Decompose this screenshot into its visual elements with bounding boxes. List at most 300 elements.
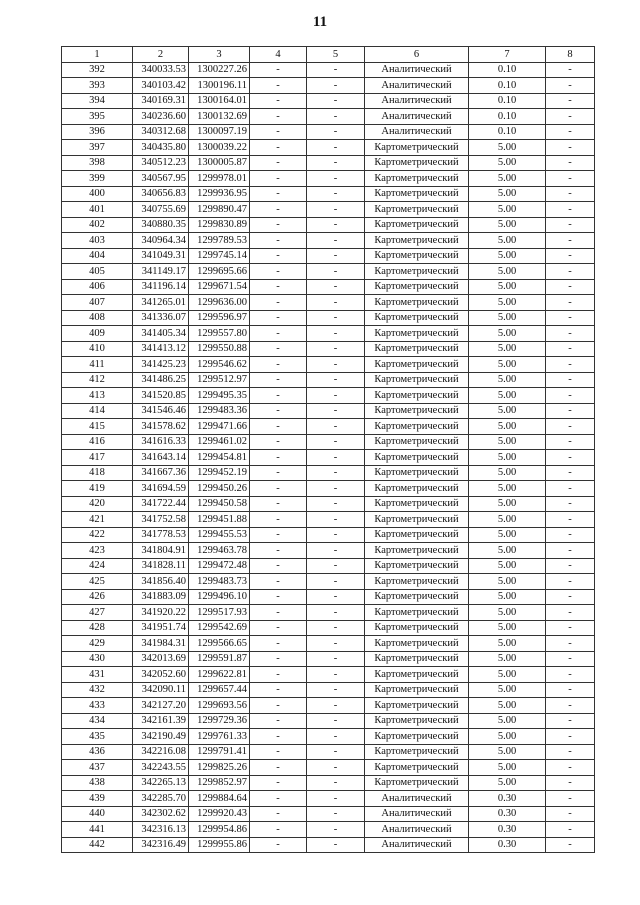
point-number-cell: 401 [62,202,133,218]
accuracy-cell: 5.00 [469,279,546,295]
col5-cell: - [307,744,365,760]
table-row [62,558,595,574]
point-number-cell: 413 [62,388,133,404]
method-cell: Картометрический [365,233,469,249]
x-coordinate-cell: 341149.17 [133,264,189,280]
point-number-cell: 410 [62,341,133,357]
col5-cell: - [307,403,365,419]
col5-cell: - [307,372,365,388]
col8-cell: - [546,512,595,528]
point-number-cell: 427 [62,605,133,621]
col5-cell: - [307,233,365,249]
col5-cell: - [307,78,365,94]
page-number: 11 [312,14,328,30]
col8-cell: - [546,574,595,590]
y-coordinate-cell: 1299955.86 [189,837,250,853]
method-cell: Картометрический [365,682,469,698]
table-row [62,124,595,140]
method-cell: Картометрический [365,465,469,481]
y-coordinate-cell: 1299496.10 [189,589,250,605]
col8-cell: - [546,217,595,233]
point-number-cell: 438 [62,775,133,791]
point-number-cell: 397 [62,140,133,156]
x-coordinate-cell: 342190.49 [133,729,189,745]
y-coordinate-cell: 1300097.19 [189,124,250,140]
accuracy-cell: 5.00 [469,171,546,187]
y-coordinate-cell: 1299463.78 [189,543,250,559]
col8-cell: - [546,233,595,249]
column-header: 6 [365,47,469,63]
col8-cell: - [546,78,595,94]
accuracy-cell: 5.00 [469,186,546,202]
col4-cell: - [250,124,307,140]
accuracy-cell: 5.00 [469,744,546,760]
accuracy-cell: 5.00 [469,667,546,683]
point-number-cell: 412 [62,372,133,388]
col5-cell: - [307,775,365,791]
x-coordinate-cell: 341920.22 [133,605,189,621]
col4-cell: - [250,186,307,202]
table-row [62,264,595,280]
x-coordinate-cell: 341984.31 [133,636,189,652]
x-coordinate-cell: 340169.31 [133,93,189,109]
method-cell: Картометрический [365,450,469,466]
x-coordinate-cell: 341049.31 [133,248,189,264]
method-cell: Картометрический [365,186,469,202]
accuracy-cell: 5.00 [469,713,546,729]
col8-cell: - [546,620,595,636]
x-coordinate-cell: 341778.53 [133,527,189,543]
col5-cell: - [307,264,365,280]
point-number-cell: 426 [62,589,133,605]
y-coordinate-cell: 1299890.47 [189,202,250,218]
col8-cell: - [546,109,595,125]
x-coordinate-cell: 340880.35 [133,217,189,233]
col8-cell: - [546,775,595,791]
x-coordinate-cell: 341694.59 [133,481,189,497]
table-row [62,605,595,621]
col5-cell: - [307,326,365,342]
y-coordinate-cell: 1299745.14 [189,248,250,264]
col5-cell: - [307,512,365,528]
method-cell: Картометрический [365,372,469,388]
point-number-cell: 440 [62,806,133,822]
y-coordinate-cell: 1299517.93 [189,605,250,621]
accuracy-cell: 5.00 [469,264,546,280]
method-cell: Картометрический [365,388,469,404]
point-number-cell: 423 [62,543,133,559]
table-row [62,744,595,760]
table-row [62,171,595,187]
col4-cell: - [250,264,307,280]
col8-cell: - [546,698,595,714]
x-coordinate-cell: 340103.42 [133,78,189,94]
method-cell: Аналитический [365,78,469,94]
accuracy-cell: 0.10 [469,78,546,94]
method-cell: Картометрический [365,403,469,419]
x-coordinate-cell: 340512.23 [133,155,189,171]
col8-cell: - [546,264,595,280]
table-row [62,729,595,745]
point-number-cell: 395 [62,109,133,125]
accuracy-cell: 5.00 [469,434,546,450]
col4-cell: - [250,403,307,419]
accuracy-cell: 5.00 [469,217,546,233]
col8-cell: - [546,171,595,187]
point-number-cell: 435 [62,729,133,745]
y-coordinate-cell: 1299636.00 [189,295,250,311]
table-row [62,217,595,233]
y-coordinate-cell: 1299483.73 [189,574,250,590]
table-row [62,636,595,652]
accuracy-cell: 5.00 [469,574,546,590]
table-row [62,713,595,729]
method-cell: Картометрический [365,202,469,218]
method-cell: Аналитический [365,62,469,78]
x-coordinate-cell: 342127.20 [133,698,189,714]
col8-cell: - [546,279,595,295]
point-number-cell: 419 [62,481,133,497]
point-number-cell: 400 [62,186,133,202]
table-row [62,760,595,776]
col8-cell: - [546,341,595,357]
col8-cell: - [546,589,595,605]
table-row [62,574,595,590]
table-row [62,481,595,497]
point-number-cell: 421 [62,512,133,528]
method-cell: Картометрический [365,171,469,187]
y-coordinate-cell: 1299454.81 [189,450,250,466]
col4-cell: - [250,388,307,404]
col5-cell: - [307,713,365,729]
col5-cell: - [307,806,365,822]
method-cell: Картометрический [365,419,469,435]
column-header: 4 [250,47,307,63]
col4-cell: - [250,729,307,745]
method-cell: Аналитический [365,822,469,838]
col8-cell: - [546,822,595,838]
col4-cell: - [250,589,307,605]
point-number-cell: 439 [62,791,133,807]
col4-cell: - [250,760,307,776]
column-header: 7 [469,47,546,63]
accuracy-cell: 0.30 [469,806,546,822]
point-number-cell: 396 [62,124,133,140]
col5-cell: - [307,558,365,574]
method-cell: Картометрический [365,543,469,559]
col5-cell: - [307,822,365,838]
col5-cell: - [307,574,365,590]
method-cell: Картометрический [365,326,469,342]
table-row [62,822,595,838]
col5-cell: - [307,791,365,807]
col4-cell: - [250,171,307,187]
point-number-cell: 437 [62,760,133,776]
col5-cell: - [307,140,365,156]
point-number-cell: 420 [62,496,133,512]
method-cell: Картометрический [365,558,469,574]
method-cell: Картометрический [365,698,469,714]
col8-cell: - [546,295,595,311]
y-coordinate-cell: 1300196.11 [189,78,250,94]
table-row [62,78,595,94]
y-coordinate-cell: 1299884.64 [189,791,250,807]
y-coordinate-cell: 1299693.56 [189,698,250,714]
col4-cell: - [250,651,307,667]
x-coordinate-cell: 342285.70 [133,791,189,807]
point-number-cell: 425 [62,574,133,590]
point-number-cell: 431 [62,667,133,683]
col8-cell: - [546,434,595,450]
column-header: 2 [133,47,189,63]
table-row [62,109,595,125]
col5-cell: - [307,109,365,125]
y-coordinate-cell: 1299461.02 [189,434,250,450]
y-coordinate-cell: 1299657.44 [189,682,250,698]
col4-cell: - [250,326,307,342]
col8-cell: - [546,186,595,202]
accuracy-cell: 5.00 [469,651,546,667]
col8-cell: - [546,837,595,853]
y-coordinate-cell: 1299622.81 [189,667,250,683]
accuracy-cell: 5.00 [469,341,546,357]
col8-cell: - [546,62,595,78]
col8-cell: - [546,636,595,652]
table-row [62,837,595,853]
col8-cell: - [546,419,595,435]
table-row [62,186,595,202]
y-coordinate-cell: 1299471.66 [189,419,250,435]
col8-cell: - [546,326,595,342]
y-coordinate-cell: 1299550.88 [189,341,250,357]
method-cell: Картометрический [365,310,469,326]
col8-cell: - [546,403,595,419]
y-coordinate-cell: 1299596.97 [189,310,250,326]
accuracy-cell: 5.00 [469,589,546,605]
col4-cell: - [250,512,307,528]
x-coordinate-cell: 340435.80 [133,140,189,156]
y-coordinate-cell: 1299455.53 [189,527,250,543]
column-header: 8 [546,47,595,63]
table-row [62,326,595,342]
table-row [62,450,595,466]
method-cell: Картометрический [365,574,469,590]
table-row [62,620,595,636]
table-row [62,140,595,156]
col8-cell: - [546,372,595,388]
accuracy-cell: 0.10 [469,109,546,125]
point-number-cell: 432 [62,682,133,698]
x-coordinate-cell: 340033.53 [133,62,189,78]
accuracy-cell: 5.00 [469,295,546,311]
col5-cell: - [307,357,365,373]
col4-cell: - [250,620,307,636]
col4-cell: - [250,140,307,156]
accuracy-cell: 5.00 [469,450,546,466]
table-row [62,248,595,264]
x-coordinate-cell: 341643.14 [133,450,189,466]
accuracy-cell: 5.00 [469,326,546,342]
col4-cell: - [250,744,307,760]
table-row [62,682,595,698]
col5-cell: - [307,186,365,202]
accuracy-cell: 5.00 [469,620,546,636]
method-cell: Картометрический [365,279,469,295]
col4-cell: - [250,279,307,295]
col4-cell: - [250,574,307,590]
x-coordinate-cell: 342161.39 [133,713,189,729]
accuracy-cell: 0.30 [469,822,546,838]
point-number-cell: 408 [62,310,133,326]
y-coordinate-cell: 1299830.89 [189,217,250,233]
accuracy-cell: 0.10 [469,124,546,140]
point-number-cell: 411 [62,357,133,373]
y-coordinate-cell: 1299920.43 [189,806,250,822]
table-row [62,341,595,357]
point-number-cell: 407 [62,295,133,311]
accuracy-cell: 5.00 [469,775,546,791]
col4-cell: - [250,109,307,125]
method-cell: Картометрический [365,434,469,450]
col5-cell: - [307,651,365,667]
table-row [62,465,595,481]
y-coordinate-cell: 1299852.97 [189,775,250,791]
table-row [62,388,595,404]
col4-cell: - [250,248,307,264]
method-cell: Картометрический [365,512,469,528]
accuracy-cell: 5.00 [469,481,546,497]
y-coordinate-cell: 1299512.97 [189,372,250,388]
table-body [62,62,595,853]
method-cell: Картометрический [365,589,469,605]
accuracy-cell: 5.00 [469,729,546,745]
col8-cell: - [546,248,595,264]
x-coordinate-cell: 342316.13 [133,822,189,838]
y-coordinate-cell: 1299978.01 [189,171,250,187]
table-row [62,419,595,435]
table-row [62,589,595,605]
y-coordinate-cell: 1299566.65 [189,636,250,652]
col4-cell: - [250,310,307,326]
accuracy-cell: 0.10 [469,62,546,78]
col5-cell: - [307,62,365,78]
method-cell: Аналитический [365,124,469,140]
col5-cell: - [307,605,365,621]
x-coordinate-cell: 342216.08 [133,744,189,760]
x-coordinate-cell: 342302.62 [133,806,189,822]
accuracy-cell: 5.00 [469,388,546,404]
accuracy-cell: 5.00 [469,558,546,574]
col8-cell: - [546,140,595,156]
point-number-cell: 405 [62,264,133,280]
method-cell: Картометрический [365,605,469,621]
x-coordinate-cell: 341413.12 [133,341,189,357]
col5-cell: - [307,434,365,450]
x-coordinate-cell: 340312.68 [133,124,189,140]
col5-cell: - [307,202,365,218]
x-coordinate-cell: 341196.14 [133,279,189,295]
col4-cell: - [250,217,307,233]
method-cell: Аналитический [365,791,469,807]
method-cell: Картометрический [365,264,469,280]
col5-cell: - [307,93,365,109]
y-coordinate-cell: 1299936.95 [189,186,250,202]
point-number-cell: 402 [62,217,133,233]
method-cell: Картометрический [365,651,469,667]
col5-cell: - [307,341,365,357]
x-coordinate-cell: 341883.09 [133,589,189,605]
table-row [62,155,595,171]
table-row [62,496,595,512]
table-row [62,775,595,791]
table-row [62,667,595,683]
accuracy-cell: 0.30 [469,791,546,807]
col8-cell: - [546,481,595,497]
table-header-row [62,47,595,63]
accuracy-cell: 5.00 [469,310,546,326]
method-cell: Аналитический [365,837,469,853]
col4-cell: - [250,682,307,698]
col4-cell: - [250,372,307,388]
point-number-cell: 434 [62,713,133,729]
method-cell: Картометрический [365,357,469,373]
col8-cell: - [546,744,595,760]
col4-cell: - [250,233,307,249]
point-number-cell: 430 [62,651,133,667]
point-number-cell: 399 [62,171,133,187]
accuracy-cell: 5.00 [469,512,546,528]
table-row [62,806,595,822]
point-number-cell: 442 [62,837,133,853]
y-coordinate-cell: 1299695.66 [189,264,250,280]
y-coordinate-cell: 1299791.41 [189,744,250,760]
col4-cell: - [250,822,307,838]
table-row [62,93,595,109]
col8-cell: - [546,465,595,481]
x-coordinate-cell: 341856.40 [133,574,189,590]
col4-cell: - [250,791,307,807]
point-number-cell: 441 [62,822,133,838]
point-number-cell: 415 [62,419,133,435]
table-row [62,527,595,543]
accuracy-cell: 5.00 [469,140,546,156]
y-coordinate-cell: 1299495.35 [189,388,250,404]
col8-cell: - [546,667,595,683]
x-coordinate-cell: 341578.62 [133,419,189,435]
x-coordinate-cell: 341425.23 [133,357,189,373]
col4-cell: - [250,93,307,109]
table-row [62,233,595,249]
y-coordinate-cell: 1300227.26 [189,62,250,78]
col8-cell: - [546,760,595,776]
coordinates-table [61,46,595,853]
col4-cell: - [250,78,307,94]
col8-cell: - [546,605,595,621]
table-row [62,279,595,295]
col4-cell: - [250,295,307,311]
y-coordinate-cell: 1300005.87 [189,155,250,171]
col5-cell: - [307,636,365,652]
method-cell: Аналитический [365,109,469,125]
col8-cell: - [546,450,595,466]
col4-cell: - [250,450,307,466]
x-coordinate-cell: 341546.46 [133,403,189,419]
col5-cell: - [307,248,365,264]
col5-cell: - [307,760,365,776]
point-number-cell: 424 [62,558,133,574]
col4-cell: - [250,419,307,435]
y-coordinate-cell: 1299450.26 [189,481,250,497]
